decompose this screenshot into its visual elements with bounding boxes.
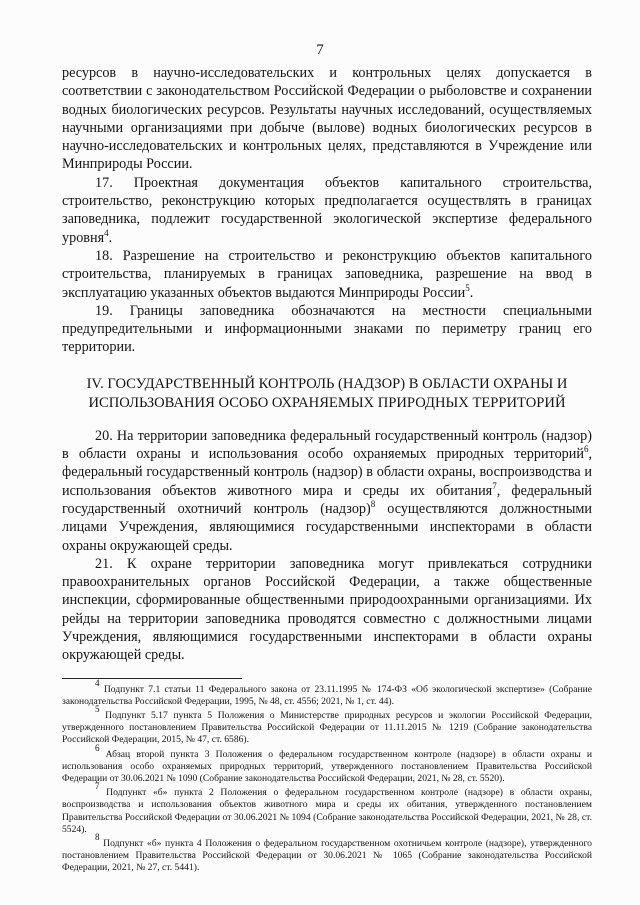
- footnote-6-text: Абзац второй пункта 3 Положения о федеральном государственном контроле (надзоре) в области охраны и использования особо охраняемых природных территорий, утвержденного постановлением Правительства Российской Федерации от 30.06.2021 № 1090 (Собрание законодательства Российской Федерации, 2021, № 28, ст. 5520).: [62, 748, 593, 785]
- footnote-5-text: Подпункт 5.17 пункта 5 Положения о Министерстве природных ресурсов и экологии Российской Федерации, утвержденного постановлением Правительства Российской Федерации от 11.11.2015 № 1219 (Собрание законодательства Российской Федерации, 2015, № 47, ст. 6586).: [62, 710, 592, 746]
- footnote-7-mark: 7: [95, 781, 100, 792]
- paragraph-17-end: .: [108, 229, 113, 246]
- document-body: [62, 64, 592, 875]
- paragraph-18: [62, 247, 592, 302]
- footnote-6-mark: 6: [95, 742, 100, 753]
- paragraph-21: 21. К охране территории заповедника могут привлекаться сотрудники правоохранительных органов Российской Федерации, а также общественные инспекции, сформированные общественными природоохранными организациями. Их рейды на территории заповедника проводятся совместно с должностными лицами Учреждения, являющимися государственными инспекторами в области охраны окружающей среды.: [62, 555, 592, 664]
- section-heading: IV. ГОСУДАРСТВЕННЫЙ КОНТРОЛЬ (НАДЗОР) В ОБЛАСТИ ОХРАНЫ И ИСПОЛЬЗОВАНИЯ ОСОБО ОХРАНЯЕМЫХ ПРИРОДНЫХ ТЕРРИТОРИЙ: [86, 375, 568, 411]
- footnote-ref-5: 5: [465, 282, 470, 293]
- footnote-5-mark: 5: [95, 704, 100, 715]
- footnote-8: [62, 832, 592, 875]
- footnote-8-mark: 8: [95, 832, 100, 843]
- paragraph-20-part-c: , федеральный государственный охотничий контроль (надзор): [62, 482, 592, 517]
- page-number: 7: [316, 42, 324, 58]
- footnote-4-mark: 4: [95, 677, 100, 688]
- footnote-5: [62, 704, 592, 747]
- footnote-ref-8: 8: [370, 498, 376, 509]
- paragraph-20-part-a: 20. На территории заповедника федеральный государственный контроль (надзор) в области охраны и использования особо охраняемых природных территорий: [62, 427, 592, 463]
- paragraph-20-part-d: осуществляются должностными лицами Учреждения, являющимися государственными инспекторами в области охраны окружающей среды.: [62, 500, 592, 554]
- footnote-7: [62, 781, 592, 836]
- paragraph-18-end: .: [469, 284, 474, 301]
- footnote-ref-6: 6: [583, 444, 589, 455]
- footnote-divider: [62, 678, 242, 679]
- footnote-4-text: Подпункт 7.1 статьи 11 Федерального закона от 23.11.1995 № 174-ФЗ «Об экологической экспертизе» (Собрание законодательства Российской Федерации, 1995, № 48, ст. 4556; 2021, № 1, ст. 44).: [62, 683, 592, 707]
- paragraph-17: [62, 174, 592, 247]
- footnote-8-text: Подпункт «б» пункта 4 Положения о федеральном государственном охотничьем контроле (надзоре), утвержденного постановлением Правительства Российской Федерации от 30.06.2021 № 1065 (Собрание законодательства Российской Федерации, 2021, № 27, ст. 5441).: [62, 838, 592, 874]
- paragraph-18-text: 18. Разрешение на строительство и реконструкцию объектов капитального строительства, планируемых в границах заповедника, разрешение на ввод в эксплуатацию указанных объектов выдаются Минприроды России: [62, 247, 592, 301]
- paragraph-continuation: ресурсов в научно-исследовательских и контрольных целях допускается в соответствии с законодательством Российской Федерации о рыболовстве и сохранении водных биологических ресурсов. Результаты научных исследований, осуществляемых научными организациями при добыче (вылове) водных биологических ресурсов в научно-исследовательских и контрольных целях, представляются в Учреждение или Минприроды России.: [62, 65, 592, 173]
- paragraph-19: 19. Границы заповедника обозначаются на местности специальными предупредительными и информационными знаками по периметру границ его территории.: [62, 302, 592, 356]
- footnote-ref-7: 7: [492, 480, 497, 491]
- footnote-4: [62, 677, 592, 708]
- paragraph-20-part-b: , федеральный государственный контроль (надзор) в области охраны, воспроизводства и использования объектов животного мира и среды их обитания: [62, 446, 592, 499]
- paragraph-17-text: 17. Проектная документация объектов капитального строительства, строительство, реконструкцию которых предполагается осуществлять в границах заповедника, подлежит государственной экологической экспертизе федерального уровня: [62, 174, 592, 246]
- paragraph-20: [62, 427, 592, 555]
- footnote-6: [62, 742, 593, 786]
- footnote-ref-4: 4: [104, 227, 109, 238]
- footnote-7-text: Подпункт «б» пункта 2 Положения о федеральном государственном контроле (надзоре) в области охраны, воспроизводства и использования объектов животного мира и среды их обитания, утвержденного постановлением Правительства Российской Федерации от 30.06.2021 № 1094 (Собрание законодательства Российской Федерации, 2021, № 28, ст. 5524).: [62, 787, 592, 835]
